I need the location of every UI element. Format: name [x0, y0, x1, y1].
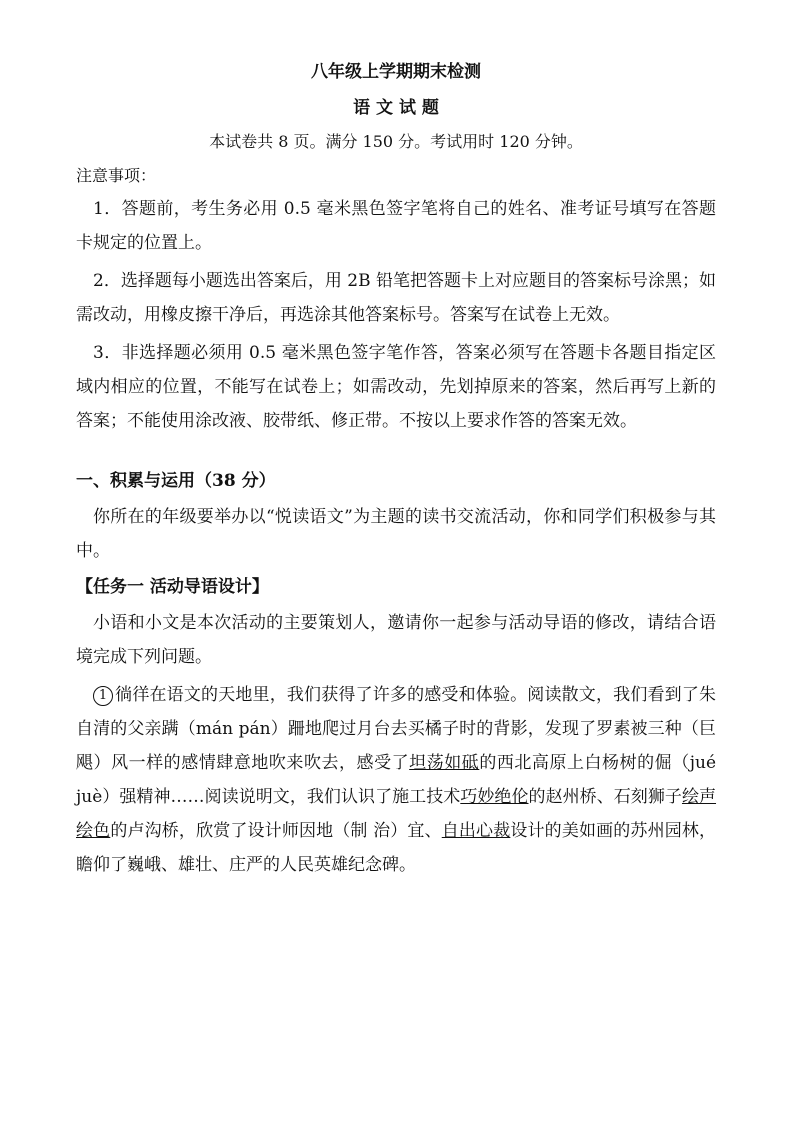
- section-title: 一、积累与运用（38 分）: [76, 471, 276, 491]
- notice-item-1: 1．答题前，考生务必用 0.5 毫米黑色签字笔将自己的姓名、准考证号填写在答题卡规定的位置上。: [76, 199, 716, 253]
- exam-title: 八年级上学期期末检测: [311, 62, 481, 82]
- passage-text-3: 的赵州桥、石刻狮子: [528, 787, 682, 807]
- task-title: 【任务一 活动导语设计】: [76, 577, 269, 597]
- circled-number-marker: 1: [93, 686, 113, 706]
- passage-text-2: 的西北高原上白杨树的倔（jué juè）强精神……阅读说明文，我们认识了施工技术: [76, 753, 717, 807]
- notice-item-2: 2．选择题每小题选出答案后，用 2B 铅笔把答题卡上对应题目的答案标号涂黑；如需改动，用橡皮擦干净后，再选涂其他答案标号。答案写在试卷上无效。: [76, 271, 716, 325]
- passage-text-5: 设计的美如画的苏州园林，瞻仰了巍峨、雄壮、庄严的人民英雄纪念碑。: [76, 821, 717, 875]
- notice-heading: 注意事项：: [76, 166, 157, 185]
- exam-meta: 本试卷共 8 页。满分 150 分。考试用时 120 分钟。: [209, 132, 583, 151]
- passage-paragraph: [76, 678, 716, 882]
- passage-text-4: 的卢沟桥，欣赏了设计师因地（制 治）宜、: [110, 821, 442, 841]
- notice-item-3: 3．非选择题必须用 0.5 毫米黑色签字笔作答，答案必须写在答题卡各题目指定区域内相应的位置，不能写在试卷上；如需改动，先划掉原来的答案，然后再写上新的答案；不能使用涂改液、胶带纸、修正带。不按以上要求作答的答案无效。: [76, 343, 716, 431]
- task-intro: 小语和小文是本次活动的主要策划人，邀请你一起参与活动导语的修改，请结合语境完成下列问题。: [76, 613, 716, 667]
- underlined-phrase-2: 巧妙绝伦: [460, 787, 529, 807]
- underlined-phrase-3: 绘声绘色: [76, 787, 717, 841]
- underlined-phrase-1: 坦荡如砥: [409, 753, 480, 773]
- passage-text-1: 徜徉在语文的天地里，我们获得了许多的感受和体验。阅读散文，我们看到了朱自清的父亲蹒（mán pán）跚地爬过月台去买橘子时的背影，发现了罗素被三种（巨 飓）风一样的感情肆意地吹来吹去，感受了: [76, 685, 716, 773]
- exam-page: [76, 60, 716, 882]
- exam-subtitle: 语 文 试 题: [353, 98, 439, 118]
- section-intro: 你所在的年级要举办以“悦读语文”为主题的读书交流活动，你和同学们积极参与其中。: [76, 507, 716, 561]
- underlined-phrase-4: 自出心裁: [441, 821, 511, 841]
